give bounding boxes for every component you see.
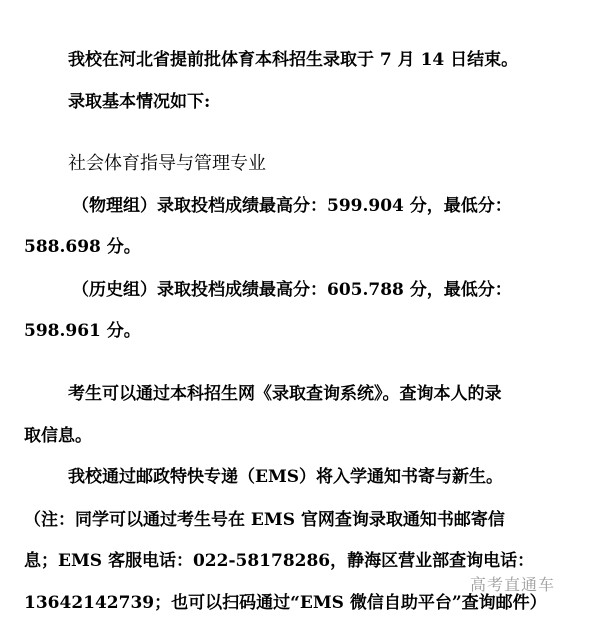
- query-info-continuation: 取信息。: [24, 426, 92, 446]
- watermark-text: 高考直通车: [470, 575, 556, 594]
- query-info-paragraph: 考生可以通过本科招生网《录取查询系统》。查询本人的录: [68, 384, 502, 404]
- history-group-scores: （历史组）录取投档成绩最高分：605.788 分，最低分：: [72, 280, 512, 300]
- ems-notice-paragraph: 我校通过邮政特快专递（EMS）将入学通知书寄与新生。: [68, 467, 504, 487]
- physics-group-scores: （物理组）录取投档成绩最高分：599.904 分，最低分：: [72, 196, 512, 216]
- summary-heading: 录取基本情况如下:: [68, 92, 211, 112]
- physics-group-min-score: 588.698 分。: [24, 237, 141, 257]
- intro-paragraph: 我校在河北省提前批体育本科招生录取于 7 月 14 日结束。: [68, 50, 519, 70]
- history-group-min-score: 598.961 分。: [24, 321, 141, 341]
- note-line-3: 13642142739；也可以扫码通过“EMS 微信自助平台”查询邮件）: [24, 593, 547, 613]
- major-title: 社会体育指导与管理专业: [68, 153, 266, 174]
- note-line-1: （注：同学可以通过考生号在 EMS 官网查询录取通知书邮寄信: [24, 510, 505, 530]
- note-line-2: 息；EMS 客服电话：022-58178286，静海区营业部查询电话：: [24, 551, 535, 571]
